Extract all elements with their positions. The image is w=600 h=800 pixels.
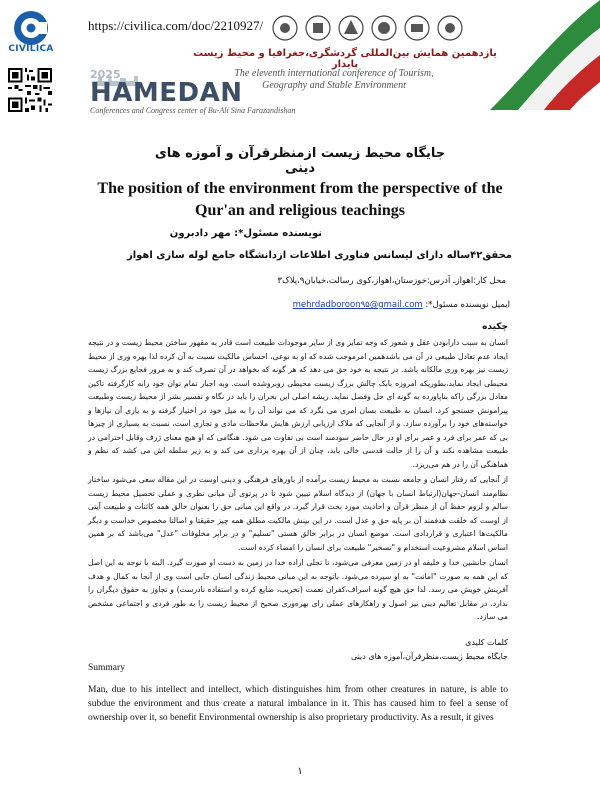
abstract-paragraph: از آنجایی که رفتار انسان و جامعه نسبت به محیط زیست برآمده از باورهای فرهنگی و دینی اوست در این مقاله سعی می‌شود ساختار نظام‌مند انسان-جهان(ارتباط انسان با جهان) از دیدگاه اسلام تبیین شود تا در پرتوی آن مبانی نظری و عملی تحصیل محیط زیست سالم و لزوم حفظ آن از منظر قرآن و احادیث مورد بحث قرار گیرد. در واقع این مبانی حق را بعنوان خالق همه کائنات و طبیعت آیتی از اوست که خلقت هدفمند آن بر پایه حق و عدل است. در این بینش مالکیت مطلق همه چیز حقیقتا و اصالتا مخصوص خداست و دیگر مالکیت‌ها اعتباری و قراردادی است. موضع انسان در برابر خالق هستی "تسلیم" و در برابر مخلوقات "عدل" می‌باشد که بر همین اساس اسلام مشروعیت استخدام و "تسخیر" طبیعت برای انسان را امضاء کرده است.: [88, 475, 508, 552]
conference-city: HAMEDAN: [90, 78, 243, 108]
paper-title-en: The position of the environment from the perspective of the Qur'an and religious teachings: [97, 180, 503, 219]
summary-body: Man, due to his intellect and intellect, which distinguishes him from other creatures in nature, is able to subdue the environment and thus create a natural imbalance in it. This has caused him to feel a sense of ownership over it, so benefit Environmental ownership is also proprietary productivity. As a result, it gives: [88, 685, 508, 723]
source-url-link[interactable]: https://civilica.com/doc/2210927/: [88, 18, 264, 33]
paper-title-fa: جایگاه محیط زیست ازمنظرقرآن و آموزه های دینی: [154, 146, 446, 176]
abstract-heading: چکیده: [482, 322, 508, 332]
email-label: ایمیل نویسنده مسئول*:: [425, 300, 510, 310]
conference-year: 2025: [90, 68, 121, 81]
author-email-row: [293, 300, 510, 310]
page-number: ۱: [297, 766, 303, 777]
author-affiliation: محقق۴۲ساله دارای لیسانس فناوری اطلاعات ازدانشگاه جامع لوله سازی اهواز: [126, 250, 512, 261]
civilica-brand-name[interactable]: CIVILICA: [8, 44, 54, 54]
summary-heading: Summary: [88, 663, 125, 673]
keywords: جایگاه محیط زیست،منظرقرآن،آموزه های دینی: [350, 652, 508, 661]
qr-code-icon: [8, 68, 52, 112]
abstract-paragraph: انسان به سبب دارابودن عقل و شعور که وجه تمایز وی از سایر موجودات طبیعت است قادر به مقهور ساختن محیط زیست و در نتیجه ایجاد عدم تعادل طبیعی در آن می باشدهمین امرموجب شده که او به نوعی، احساس مالکیت نسبت به آن کرده لذا بهره وری از محیط زیست نیز بهره وری مالکانه باشد. در نتیجه به خود حق می دهد که هر گونه که بخواهد در آن تصرف کند و به مرور فجایع بزرگ زیست محیطی ایجاد نماید،بطوریکه امروزه بابک چالش بزرگ زیست محیطی روبروشده است. وبه اجبار تمام توان خود رابه کارگرفته تاکین معادل بزرگی راکه بناپاورده به گونه ای حل وفصل نماید. ریشه اصلی این بحران را باید در نگاه و تفسیر بشر از محیط زیست وطبیعت پیرامونش جستجو کرد. انسان به طبیعت بسان امری می نگرد که می تواند آن را به میل خود در اختیار گرفته و به یاری آن نیازها و خواسته‌های خود را برآورده سازد. و از آنجایی که ملاک ارزیابی ارزش هایش ملاحظات مادی و تجاری است، نسبت به بسیاری از چیزها بی که عمر برای فرد و عمر برای او در حال حاضر سودمند است بی تفاوت می شود. هنگامی که او هیچ معنای ژرف وقابل احترامی در طبیعت مشاهده نکند و آن را از حالت قدسی خالی یابد، چنان از آن بهره برداری می کند و به زیر سلطه اش می کشد که نظم و هماهنگی آن را در هم می‌ریزد.: [88, 338, 508, 469]
keywords-heading: کلمات کلیدی: [465, 638, 508, 647]
conference-title-en-line2: Geography and Stable Environment: [262, 80, 406, 91]
conference-venue: Conferences and Congress center of Bu-Ali Sina Farazandishan: [90, 106, 296, 115]
conference-title-en-line1: The eleventh international conference of Tourism,: [234, 68, 434, 79]
conference-title-fa: یازدهمین همایش بین‌المللی گردشگری،جغرافیا و محیط زیست پایدار: [193, 48, 497, 70]
author-line: نویسنده مسئول*: مهر دادبرون: [169, 228, 322, 239]
conference-logos-icon: [270, 8, 470, 48]
author-address: محل کار:اهوازـ آدرس:خوزستان،اهواز،کوی رسالت،خیابان۹،پلاک۳: [277, 276, 506, 286]
abstract-paragraph: انسان جانشین خدا و خلیفه او در زمین معرفی می‌شود، تا تجلی اراده خدا در زمین به دست او صورت گیرد. البته با توجه به این اصل که این همه به صورت "امانت" به او سپرده می‌شود. باتوجه به این مبانی محیط زندگی انسان جایی است وی از آنجا به کمال و هدف آفرینش خویش می رسد. لذا حق هیچ گونه اسراف،کفران نعمت (تخریب، ضایع کرده و استفاده نادرست) و تجاوز به حقوق دیگران را ندارد. در مقابل تعالیم دینی نیز اصول و راهکارهای عملی رای بهره‌وری صحیح از محیط زیست را به طور فردی و اجتماعی مشخص می سازد.: [88, 558, 508, 621]
abstract-body: [88, 336, 508, 626]
author-email-link[interactable]: mehrdadboroon۹۵@gmail.com: [292, 300, 423, 310]
